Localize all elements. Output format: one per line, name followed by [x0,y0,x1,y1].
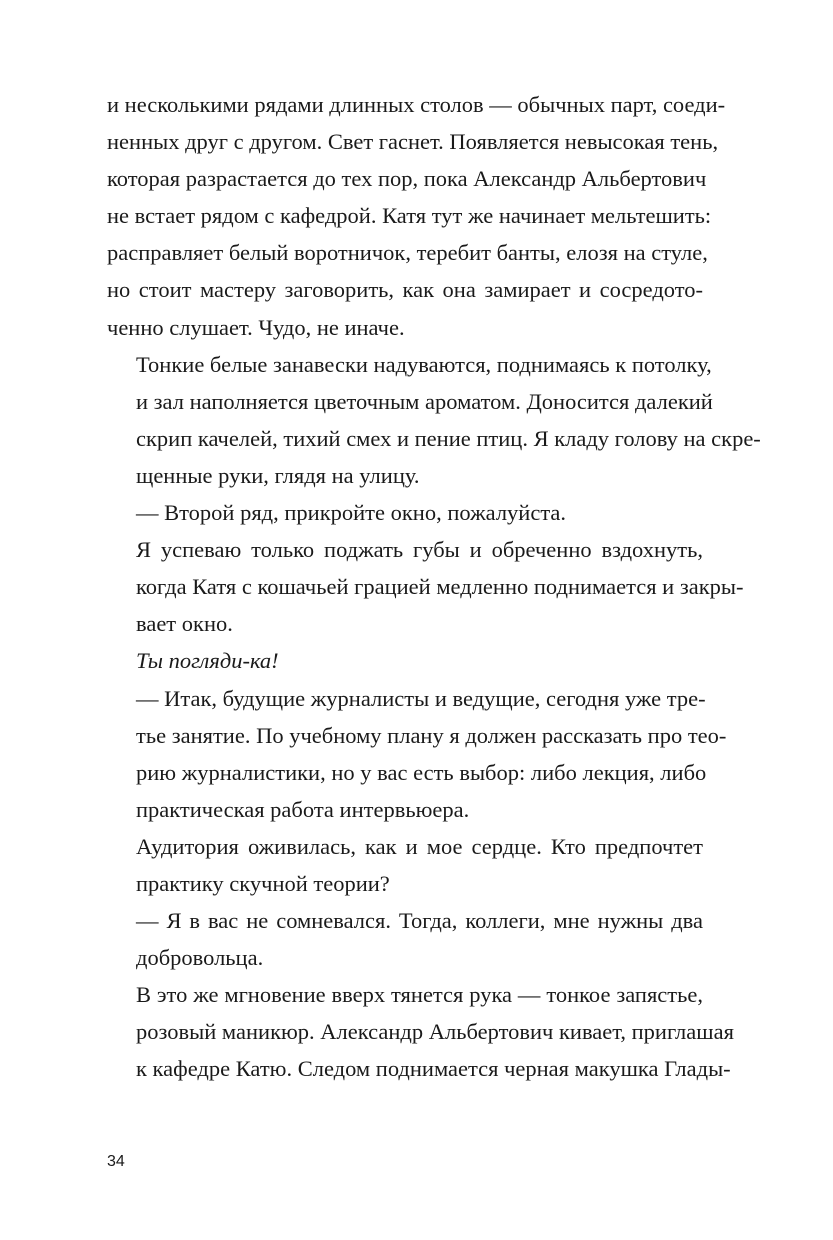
text-line: практическая работа интервьюера. [136,796,470,822]
paragraph-6 [107,680,727,828]
text-line: — Я в вас не сомневался. Тогда, коллеги, мне нужны два [136,908,703,934]
text-line: когда Катя с кошачьей грацией медленно поднимается и закры- [136,574,744,600]
text-line: расправляет белый воротничок, теребит банты, елозя на стуле, [107,240,708,266]
text-line: практику скучной теории? [136,870,390,896]
text-line: и несколькими рядами длинных столов — обычных парт, соеди- [107,92,726,117]
paragraph-8 [107,902,703,976]
text-line: и зал наполняется цветочным ароматом. Доносится далекий [136,388,713,414]
paragraph-2 [107,346,761,494]
text-line: тье занятие. По учебному плану я должен рассказать про тео- [136,722,727,748]
text-line: Я успеваю только поджать губы и обреченно вздохнуть, [136,537,703,563]
text-line: — Второй ряд, прикройте окно, пожалуйста. [136,500,567,526]
paragraph-7 [107,828,703,902]
paragraph-1 [107,86,726,346]
text-line: но стоит мастеру заговорить, как она замирает и сосредото- [107,277,703,303]
text-line: розовый маникюр. Александр Альбертович кивает, приглашая [136,1019,734,1045]
body-text [107,86,761,1088]
text-line: к кафедре Катю. Следом поднимается черная макушка Глады- [136,1056,731,1082]
text-line: вает окно. [136,611,233,637]
text-line: не встает рядом с кафедрой. Катя тут же начинает мельтешить: [107,203,712,229]
text-line: В это же мгновение вверх тянется рука — тонкое запястье, [136,982,703,1008]
text-line: Ты погляди-ка! [136,648,279,674]
text-line: ченно слушает. Чудо, не иначе. [107,314,405,340]
paragraph-3 [107,494,703,531]
text-line: Аудитория оживилась, как и мое сердце. Кто предпочтет [136,833,703,859]
text-line: щенные руки, глядя на улицу. [136,462,420,488]
text-line: Тонкие белые занавески надуваются, поднимаясь к потолку, [136,351,712,377]
text-line: рию журналистики, но у вас есть выбор: либо лекция, либо [136,759,707,785]
text-line: добровольца. [136,945,264,971]
text-line: ненных друг с другом. Свет гаснет. Появляется невысокая тень, [107,129,719,155]
paragraph-5 [107,642,703,679]
text-line: скрип качелей, тихий смех и пение птиц. Я кладу голову на скре- [136,425,761,451]
paragraph-4 [107,531,744,642]
text-line: — Итак, будущие журналисты и ведущие, сегодня уже тре- [136,685,706,711]
paragraph-9 [107,976,734,1087]
text-line: которая разрастается до тех пор, пока Александр Альбертович [107,166,707,192]
page-number: 34 [107,1153,125,1170]
